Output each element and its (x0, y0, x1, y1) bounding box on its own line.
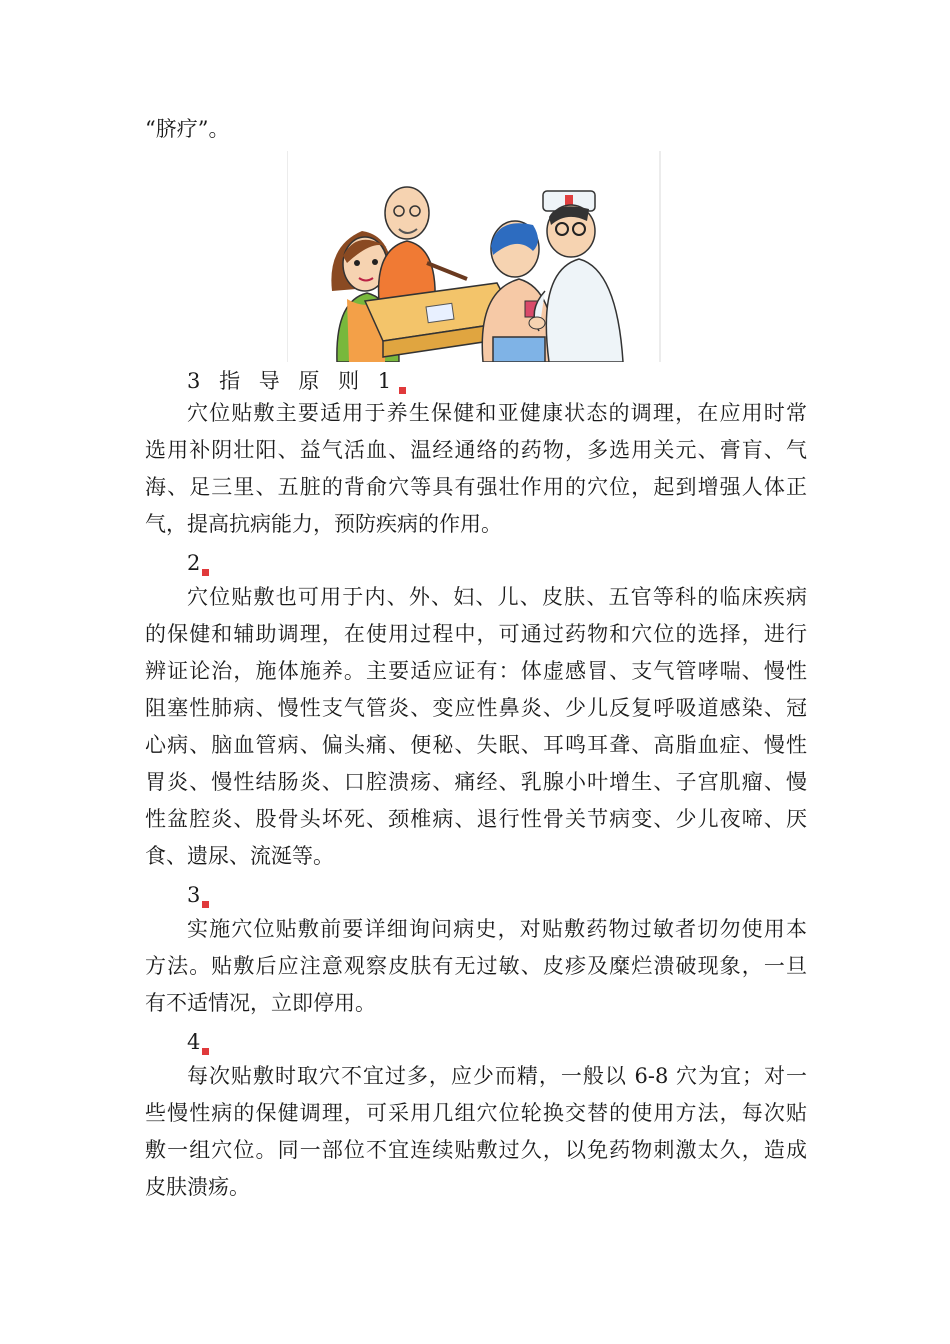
subsection-4-heading (187, 1024, 209, 1061)
section-title: 指 导 原 则 (219, 369, 366, 393)
subsection-number: 2 (187, 551, 201, 575)
subsection-2-heading (187, 545, 209, 582)
paragraph-line: 阻塞性肺病、慢性支气管炎、变应性鼻炎、少儿反复呼吸道感染、冠 (145, 696, 807, 720)
paragraph-line: 实施穴位贴敷前要详细询问病史，对贴敷药物过敏者切勿使用本 (187, 917, 807, 941)
paragraph-line: 心病、脑血管病、偏头痛、便秘、失眠、耳鸣耳聋、高脂血症、慢性 (145, 733, 807, 757)
paragraph-line: 性盆腔炎、股骨头坏死、颈椎病、退行性骨关节病变、少儿夜啼、厌 (145, 807, 807, 831)
paragraph-line: 穴位贴敷主要适用于养生保健和亚健康状态的调理，在应用时常 (187, 401, 807, 425)
red-marker-icon (202, 1048, 209, 1055)
paragraph-line: 胃炎、慢性结肠炎、口腔溃疡、痛经、乳腺小叶增生、子宫肌瘤、慢 (145, 770, 807, 794)
paragraph-line: 每次贴敷时取穴不宜过多，应少而精，一般以 6-8 穴为宜；对一 (187, 1064, 807, 1088)
subsection-number: 3 (187, 883, 201, 907)
subsection-number: 4 (187, 1030, 201, 1054)
section-number: 3 (187, 369, 207, 393)
paragraph-line: 海、足三里、五脏的背俞穴等具有强壮作用的穴位，起到增强人体正 (145, 475, 807, 499)
cartoon-illustration-icon (287, 151, 661, 362)
red-marker-icon (202, 901, 209, 908)
red-marker-icon (202, 569, 209, 576)
subsection-3-heading (187, 877, 209, 914)
paragraph-line: 食、遗尿、流涎等。 (145, 844, 334, 868)
paragraph-line: 辨证论治，施体施养。主要适应证有：体虚感冒、支气管哮喘、慢性 (145, 659, 807, 683)
paragraph-line: 穴位贴敷也可用于内、外、妇、儿、皮肤、五官等科的临床疾病 (187, 585, 807, 609)
acupoint-patch-illustration (287, 151, 661, 362)
paragraph-line: 些慢性病的保健调理，可采用几组穴位轮换交替的使用方法，每次贴 (145, 1101, 807, 1125)
paragraph-line: 选用补阴壮阳、益气活血、温经通络的药物，多选用关元、膏肓、气 (145, 438, 807, 462)
red-marker-icon (399, 387, 406, 394)
subsection-number: 1 (377, 369, 398, 393)
paragraph-line: 方法。贴敷后应注意观察皮肤有无过敏、皮疹及糜烂溃破现象，一旦 (145, 954, 807, 978)
intro-tail: “脐疗”。 (145, 117, 230, 141)
paragraph-line: 皮肤溃疡。 (145, 1175, 250, 1199)
paragraph-line: 敷一组穴位。同一部位不宜连续贴敷过久，以免药物刺激太久，造成 (145, 1138, 807, 1162)
paragraph-line: 的保健和辅助调理，在使用过程中，可通过药物和穴位的选择，进行 (145, 622, 807, 646)
paragraph-line: 气，提高抗病能力，预防疾病的作用。 (145, 512, 502, 536)
paragraph-line: 有不适情况，立即停用。 (145, 991, 376, 1015)
